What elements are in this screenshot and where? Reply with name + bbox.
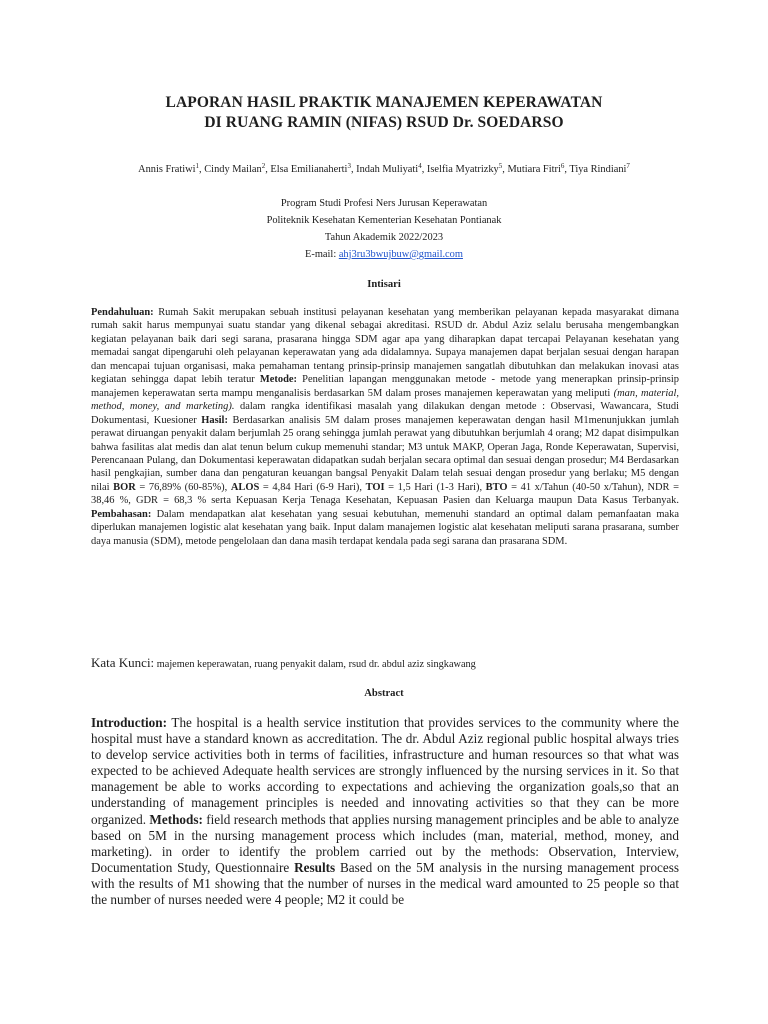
- metode-italic-text: (man, material, method, money, and marketing).: [91, 387, 679, 413]
- author-affil-number: 1: [195, 162, 200, 170]
- author-name: Cindy Mailan: [204, 164, 262, 175]
- alos-text: = 4,84 Hari (6-9 Hari),: [259, 481, 366, 493]
- intisari-heading: Intisari: [367, 279, 401, 290]
- bor-text: = 76,89% (60-85%),: [135, 481, 231, 493]
- academic-year: Tahun Akademik 2022/2023: [324, 232, 444, 243]
- pendahuluan-label: Pendahuluan:: [91, 307, 154, 318]
- introduction-label: Introduction:: [91, 715, 167, 730]
- keywords-label: Kata Kunci:: [91, 655, 155, 670]
- metode-text-2: dalam rangka identifikasi masalah yang dilakukan dengan metode : Observasi, Wawancara, Studi Dokumentasi, Kuesioner: [91, 401, 679, 426]
- affiliation-block: [0, 195, 768, 263]
- bto-label: BTO: [485, 481, 508, 493]
- results-text: Based on the 5M analysis in the nursing management process with the results of M1 showing that the number of nurses in the medical ward amounted to 25 people so that the number of nurses needed were 4 people; M2 it could be: [91, 859, 680, 908]
- toi-text: = 1,5 Hari (1-3 Hari),: [384, 481, 486, 493]
- email-link[interactable]: ahj3ru3bwujbuw@gmail.com: [338, 249, 463, 260]
- page-title: [0, 93, 768, 133]
- author-affil-number: 7: [626, 162, 630, 170]
- introduction-text: The hospital is a health service institution that provides services to the community where the hospital must have a standard known as accreditation. The dr. Abdul Aziz regional public hospital always tries to develop service activities both in terms of facilities, infrastructure and human resources so that what was expected to be achieved Adequate health services are strongly influenced by the nursing services in it. So that management be able to works according to expectations and achieving the organization goals,so that an understanding of management principles is needed and innovating activities so that they can be more organized.: [91, 715, 679, 827]
- hasil-label: Hasil:: [201, 414, 228, 426]
- affiliation-program: Program Studi Profesi Ners Jurusan Keperawatan: [280, 198, 488, 209]
- hasil-text: Berdasarkan analisis 5M dalam proses manajemen keperawatan dengan hasil M1menunjukkan jumlah perawat diruangan penyakit dalam berjumlah 25 orang sehingga jumlah perawat yang dibutuhkan berjumlah 4 orang; M2 dapat disimpulkan bahwa fasilitas alat medis dan alat tenun belum cukup memenuhi standar; M3 untuk MAKP, Operan Jaga, Ronde Keperawatan, Supervisi, Perencanaan Pulang, dan Dokumentasi keperawatan didapatkan sudah berjalan secara optimal dan sesuai dengan prosedur; M4 Berdasarkan hasil pengkajian, sumber dana dan pengaturan keuangan bangsal Penyakit Dalam telah sesuai dengan prosedur yang berlaku; M5 dengan nilai: [91, 414, 679, 493]
- author-affil-number: 6: [560, 162, 565, 170]
- author-affil-number: 2: [261, 162, 266, 170]
- author-affil-number: 4: [418, 162, 422, 170]
- title-line-2: DI RUANG RAMIN (NIFAS) RSUD Dr. SOEDARSO: [204, 114, 564, 131]
- author-name: Elsa Emilianaherti: [270, 164, 348, 175]
- pendahuluan-text: Rumah Sakit merupakan sebuah institusi pelayanan kesehatan yang memberikan pelayanan kepada masyarakat dimana rumah sakit harus mempunyai suatu standar yang dikenal sebagai akreditasi. RSUD dr. Abdul Aziz selalu berusaha mengembangkan kegiatan pelayanan baik dari segi sarana, prasarana hingga SDM agar apa yang diharapkan dapat tercapai Pelayanan kesehatan yang memadai sangat dipengaruhi oleh pelayanan keperawatan yang ada didalamnya. Supaya manajemen dapat berjalan sesuai dengan harapan dan mencapai tujuan organisasi, maka pemahaman tentang prinsip-prinsip manajemen sangatlah dibutuhkan dan melakukan inovasi atas kegiatan sehingga dapat lebih teratur: [91, 307, 679, 386]
- abstract-heading: Abstract: [364, 688, 404, 699]
- abstract-paragraph: [91, 715, 679, 908]
- author-name: Indah Muliyati: [356, 164, 419, 175]
- bto-text: = 41 x/Tahun (40-50 x/Tahun), NDR = 38,46 %, GDR = 68,3 % serta Kepuasan Kerja Tenaga Kesehatan, Kepuasan Pasien dan Keluarga maupun Data Kasus Terbanyak.: [91, 481, 679, 507]
- metode-label: Metode:: [259, 374, 298, 386]
- pembahasan-text: Dalam mendapatkan alat kesehatan yang sesuai kebutuhan, memenuhi standard an optimal dalam pemanfaatan maka diperlukan manajemen logistic alat kesehatan yang baik. Input dalam manajemen logistic alat kesehatan meliputi sarana prasarana, sumber daya manusia (SDM), metode pengelolaan dan dana masih terdapat kendala pada segi sarana dan prasarana SDM.: [91, 508, 679, 547]
- keywords-line: [91, 655, 691, 673]
- email-label: E-mail:: [305, 249, 339, 260]
- author-name: Iselfia Myatrizky: [426, 164, 499, 175]
- pembahasan-label: Pembahasan:: [91, 508, 152, 520]
- email-line: [0, 246, 768, 263]
- metode-text: Penelitian lapangan menggunakan metode - metode yang menerapkan prinsip-prinsip manajemen keperawatan serta mampu menganalisis berdasarkan 5M dalam proses manajemen keperawatan yang meliputi: [91, 374, 679, 399]
- title-line-1: LAPORAN HASIL PRAKTIK MANAJEMEN KEPERAWATAN: [165, 94, 603, 111]
- author-name: Tiya Rindiani: [569, 164, 627, 175]
- author-name: Annis Fratiwi: [138, 164, 196, 175]
- intisari-paragraph: [91, 306, 679, 548]
- author-list: Annis Fratiwi$^1$, Cindy Mailan$^2$, Elsa Emilianaherti$^3$, Indah Muliyati$^4$, Iselfia Myatrizky$^5$, Mutiara Fitri$^6$, Tiya Rindiani$^7$: [138, 162, 630, 175]
- author-name: Mutiara Fitri: [507, 164, 561, 175]
- affiliation-institution: Politeknik Kesehatan Kementerian Kesehatan Pontianak: [266, 215, 502, 226]
- toi-label: TOI: [365, 481, 385, 493]
- results-label: Results: [294, 859, 336, 875]
- keywords-text: majemen keperawatan, ruang penyakit dalam, rsud dr. abdul aziz singkawang: [154, 659, 476, 670]
- bor-label: BOR: [113, 481, 136, 493]
- author-affil-number: 3: [347, 162, 351, 170]
- alos-label: ALOS: [230, 481, 260, 493]
- methods-text: field research methods that applies nursing management principles and be able to analyze based on 5M in the nursing management process which includes (man, material, method, money, and marketing). in order to identify the problem carried out by the methods: Observation, Interview, Documentation Study, Questionnaire: [91, 811, 679, 875]
- author-affil-number: 5: [498, 162, 503, 170]
- methods-label: Methods:: [149, 811, 203, 827]
